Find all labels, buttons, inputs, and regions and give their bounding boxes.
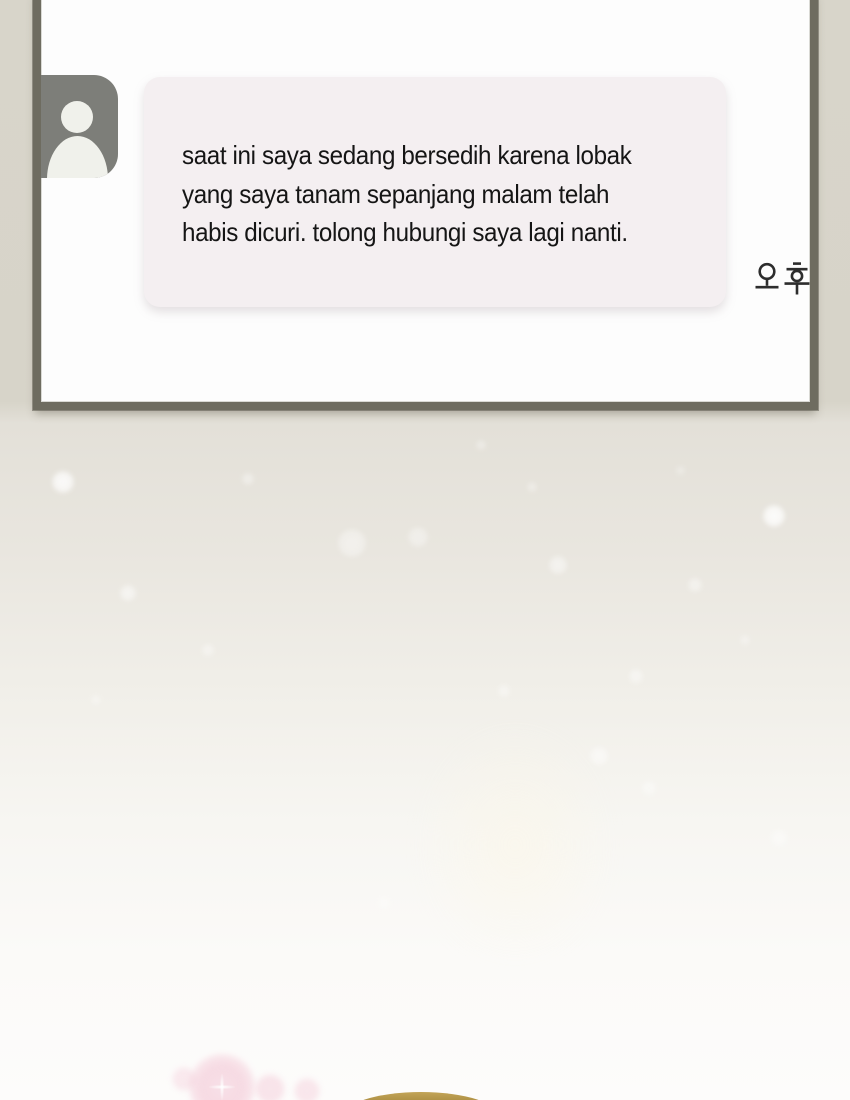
bokeh-dot	[476, 440, 486, 450]
flower-blossom	[294, 1078, 320, 1100]
bokeh-dot	[408, 527, 428, 547]
bokeh-dot	[763, 505, 785, 527]
korean-pm-glyphs	[754, 262, 810, 296]
bokeh-dot	[590, 747, 608, 765]
bokeh-dot	[52, 471, 74, 493]
timestamp-pm	[754, 262, 810, 296]
bokeh-dot	[202, 644, 214, 656]
bokeh-dot	[629, 669, 643, 683]
message-text	[182, 136, 631, 252]
message-line-1: saat ini saya sedang bersedih karena lobak	[182, 140, 632, 170]
chat-panel	[33, 0, 818, 410]
bokeh-dot	[527, 482, 537, 492]
person-icon-body	[47, 136, 108, 178]
bokeh-dot	[642, 781, 656, 795]
bokeh-dot	[91, 695, 101, 705]
avatar[interactable]	[41, 75, 118, 178]
bokeh-dot	[549, 556, 567, 574]
bokeh-dot	[242, 473, 254, 485]
bokeh-dot	[676, 466, 685, 475]
message-bubble	[144, 77, 726, 307]
flower-blossom	[255, 1074, 285, 1100]
bokeh-dot	[378, 897, 390, 909]
bokeh-dot	[120, 585, 136, 601]
person-icon	[61, 101, 93, 133]
bokeh-dot	[771, 830, 787, 846]
message-line-3: habis dicuri. tolong hubungi saya lagi nanti.	[182, 217, 628, 248]
warm-glow	[415, 720, 615, 970]
flower-blossom	[189, 1054, 255, 1100]
character-head	[341, 1092, 501, 1100]
message-line-2: yang saya tanam sepanjang malam telah	[182, 178, 610, 209]
bokeh-dot	[688, 578, 702, 592]
flower-blossom	[172, 1067, 196, 1091]
bokeh-dot	[740, 635, 750, 645]
bokeh-dot	[338, 529, 366, 557]
bokeh-dot	[498, 685, 510, 697]
